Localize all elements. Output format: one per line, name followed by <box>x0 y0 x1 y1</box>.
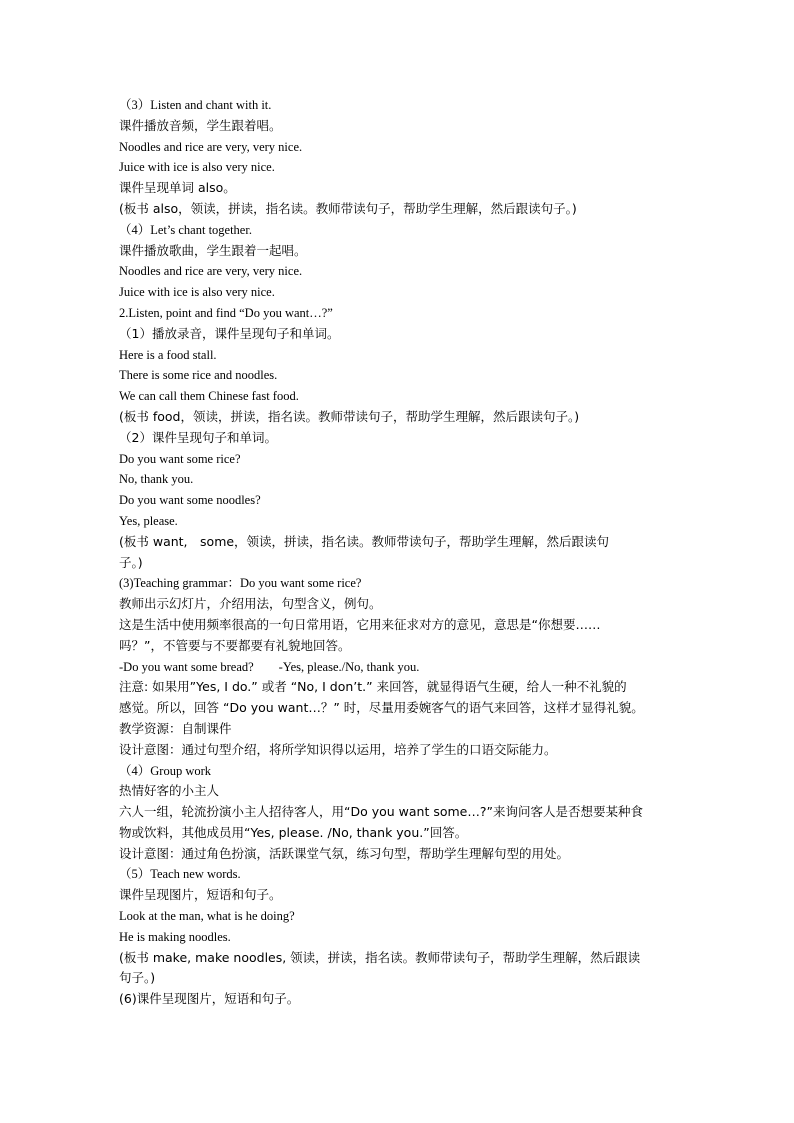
text-line-18: Do you want some rice? <box>119 451 241 466</box>
text-line-26: 这是生活中使用频率很高的一句日常用语，它用来征求对方的意见，意思是“你想要…… <box>119 616 601 632</box>
text-line-3: Noodles and rice are very, very nice. <box>119 139 303 154</box>
text-line-2: 课件播放音频，学生跟着唱。 <box>119 117 282 133</box>
text-line-35: 六人一组，轮流扮演小主人招待客人，用“Do you want some…?”来询问客人是否想要某种食 <box>119 804 643 820</box>
text-line-42: (板书 make, make noodles, 领读，拼读，指名读。教师带读句子，帮助学生理解，然后跟读 <box>119 949 641 965</box>
text-line-39: 课件呈现图片，短语和句子。 <box>119 887 282 903</box>
document-page <box>119 95 679 1010</box>
text-line-36: 物或饮料，其他成员用“Yes, please. /No, thank you.”回答。 <box>119 824 468 840</box>
text-line-29: 注意: 如果用”Yes, I do.” 或者 “No, I don’t.” 来回答，就显得语气生硬，给人一种不礼貌的 <box>119 679 627 695</box>
text-line-38: （5）Teach new words. <box>119 867 241 882</box>
text-line-15: We can call them Chinese fast food. <box>119 389 299 404</box>
text-line-28: -Do you want some bread? -Yes, please./No, thank you. <box>119 659 420 674</box>
text-line-31: 教学资源：自制课件 <box>119 720 232 736</box>
text-line-22: (板书 want, some，领读，拼读，指名读。教师带读句子，帮助学生理解，然后跟读句 <box>119 533 610 549</box>
text-line-6: (板书 also，领读，拼读，指名读。教师带读句子，帮助学生理解，然后跟读句子。) <box>119 200 577 216</box>
text-line-19: No, thank you. <box>119 472 194 487</box>
text-line-30: 感觉。所以，回答 “Do you want…？” 时，尽量用委婉客气的语气来回答，这样才显得礼貌。 <box>119 700 644 716</box>
text-line-10: Juice with ice is also very nice. <box>119 285 275 300</box>
text-line-13: Here is a food stall. <box>119 347 217 362</box>
text-line-43: 句子。) <box>119 970 156 986</box>
text-line-27: 吗？”，不管要与不要都要有礼貌地回答。 <box>119 637 351 653</box>
text-line-11: 2.Listen, point and find “Do you want…?” <box>119 305 333 320</box>
text-line-12: （1）播放录音，课件呈现句子和单词。 <box>119 325 340 341</box>
text-line-21: Yes, please. <box>119 513 178 528</box>
text-line-32: 设计意图：通过句型介绍，将所学知识得以运用，培养了学生的口语交际能力。 <box>119 741 557 757</box>
text-line-40: Look at the man, what is he doing? <box>119 909 295 924</box>
text-line-44: (6)课件呈现图片，短语和句子。 <box>119 991 300 1007</box>
text-line-7: （4）Let’s chant together. <box>119 222 252 237</box>
text-line-25: 教师出示幻灯片，介绍用法，句型含义，例句。 <box>119 596 382 612</box>
text-line-14: There is some rice and noodles. <box>119 368 278 383</box>
text-line-17: （2）课件呈现句子和单词。 <box>119 429 277 445</box>
text-line-8: 课件播放歌曲，学生跟着一起唱。 <box>119 242 307 258</box>
text-line-1: （3）Listen and chant with it. <box>119 98 272 112</box>
text-line-34: 热情好客的小主人 <box>119 783 220 799</box>
text-line-16: (板书 food，领读，拼读，指名读。教师带读句子，帮助学生理解，然后跟读句子。) <box>119 408 580 424</box>
text-line-9: Noodles and rice are very, very nice. <box>119 264 303 279</box>
text-line-5: 课件呈现单词 also。 <box>119 180 236 196</box>
text-line-20: Do you want some noodles? <box>119 493 261 508</box>
text-line-4: Juice with ice is also very nice. <box>119 160 275 175</box>
text-line-23: 子。) <box>119 554 143 570</box>
text-line-33: （4）Group work <box>119 763 212 778</box>
text-line-24: (3)Teaching grammar：Do you want some rice? <box>119 576 362 591</box>
text-line-37: 设计意图：通过角色扮演，活跃课堂气氛，练习句型，帮助学生理解句型的用处。 <box>119 845 570 861</box>
text-line-41: He is making noodles. <box>119 929 231 944</box>
